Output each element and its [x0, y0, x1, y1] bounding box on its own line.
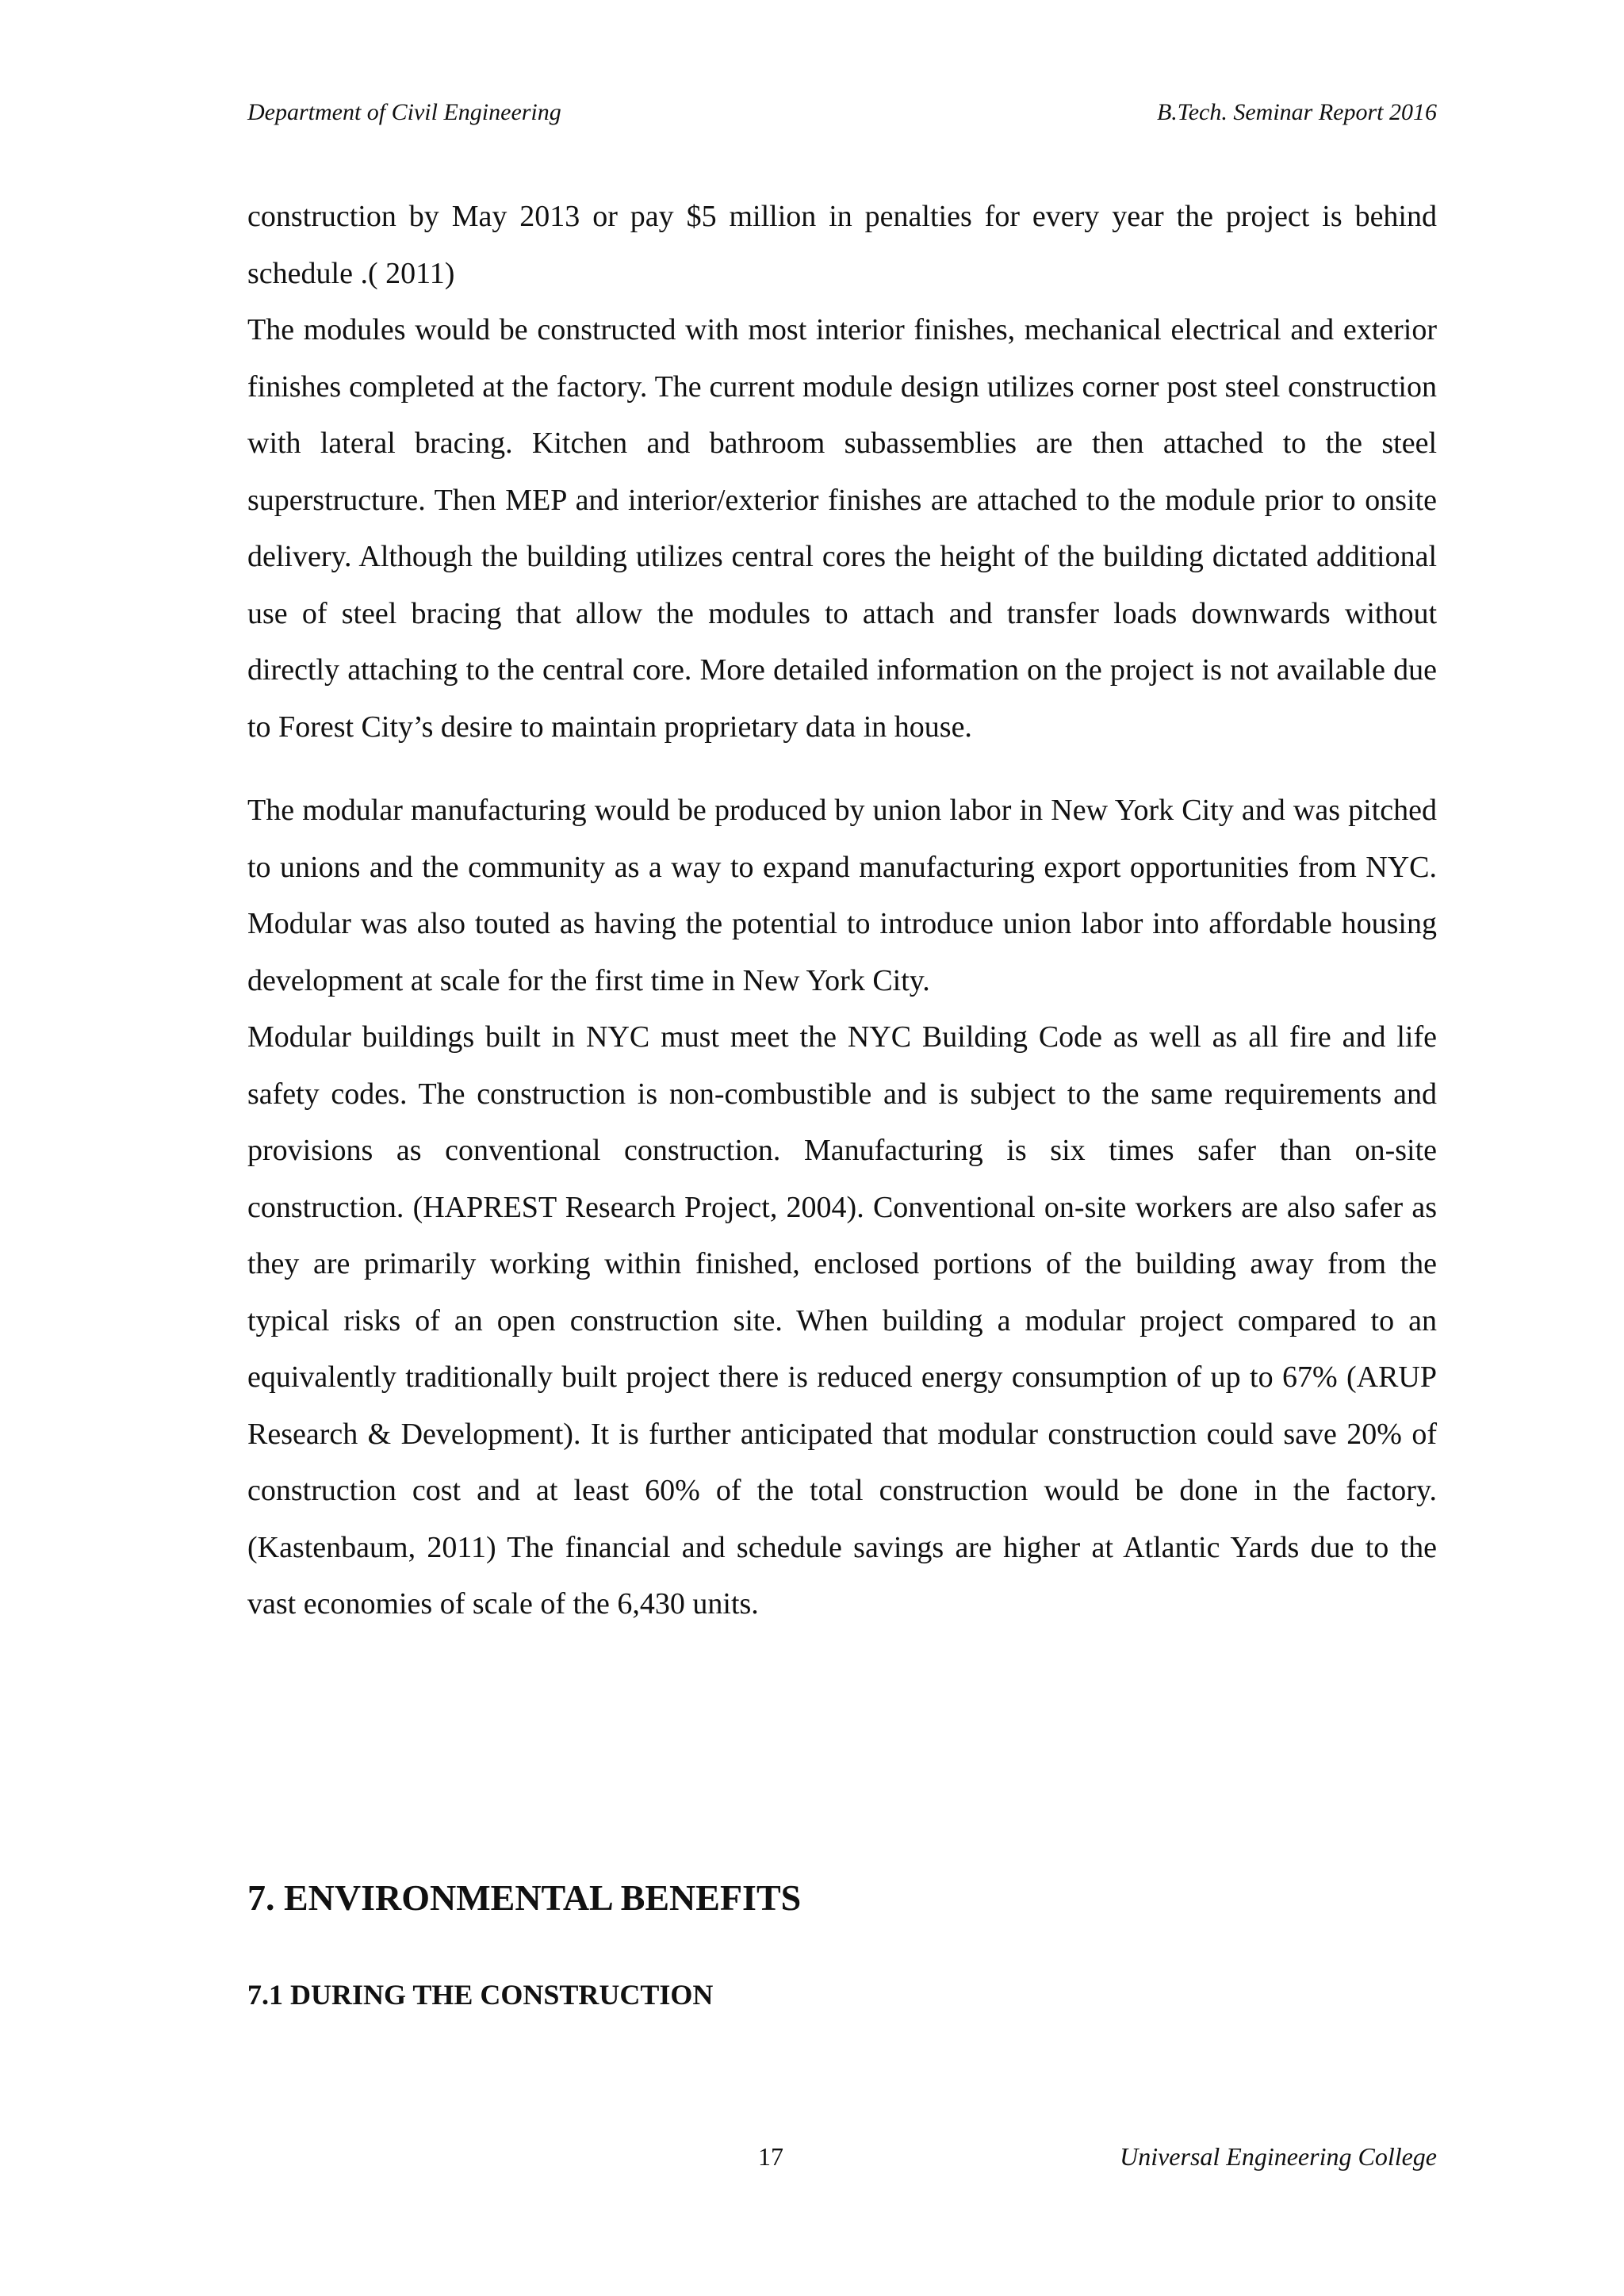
body-text [247, 189, 1437, 1633]
paragraph-1: construction by May 2013 or pay $5 million in penalties for every year the project is behind schedule .( 2011) [247, 200, 1437, 290]
running-header [247, 97, 1437, 128]
header-department: Department of Civil Engineering [247, 99, 561, 125]
page-number: 17 [758, 2142, 783, 2171]
footer-college: Universal Engineering College [1120, 2142, 1437, 2171]
running-footer [247, 2139, 1437, 2174]
paragraph-2: The modules would be constructed with most interior finishes, mechanical electrical and exterior finishes completed at the factory. The current module design utilizes corner post steel construction with lateral bracing. Kitchen and bathroom subassemblies are then attached to the steel superstructure. Then MEP and interior/exterior finishes are attached to the module prior to onsite delivery. Although the building utilizes central cores the height of the building dictated additional use of steel bracing that allow the modules to attach and transfer loads downwards without directly attaching to the central core. More detailed information on the project is not available due to Forest City’s desire to maintain proprietary data in house. [247, 313, 1437, 744]
paragraph-4: Modular buildings built in NYC must meet the NYC Building Code as well as all fire and life safety codes. The construction is non-combustible and is subject to the same requirements and provisions as conventional construction. Manufacturing is six times safer than on-site construction. (HAPREST Research Project, 2004). Conventional on-site workers are also safer as they are primarily working within finished, enclosed portions of the building away from the typical risks of an open construction site. When building a modular project compared to an equivalently traditionally built project there is reduced energy consumption of up to 67% (ARUP Research & Development). It is further anticipated that modular construction could save 20% of construction cost and at least 60% of the total construction would be done in the factory. (Kastenbaum, 2011) The financial and schedule savings are higher at Atlantic Yards due to the vast economies of scale of the 6,430 units. [247, 1020, 1437, 1621]
header-report-title: B.Tech. Seminar Report 2016 [1156, 99, 1437, 125]
section-heading: 7. ENVIRONMENTAL BENEFITS [247, 1877, 802, 1918]
subsection-heading: 7.1 DURING THE CONSTRUCTION [247, 1979, 714, 2011]
paragraph-3: The modular manufacturing would be produced by union labor in New York City and was pitched to unions and the community as a way to expand manufacturing export opportunities from NYC. Modular was also touted as having the potential to introduce union labor into affordable housing development at scale for the first time in New York City. [247, 794, 1437, 997]
